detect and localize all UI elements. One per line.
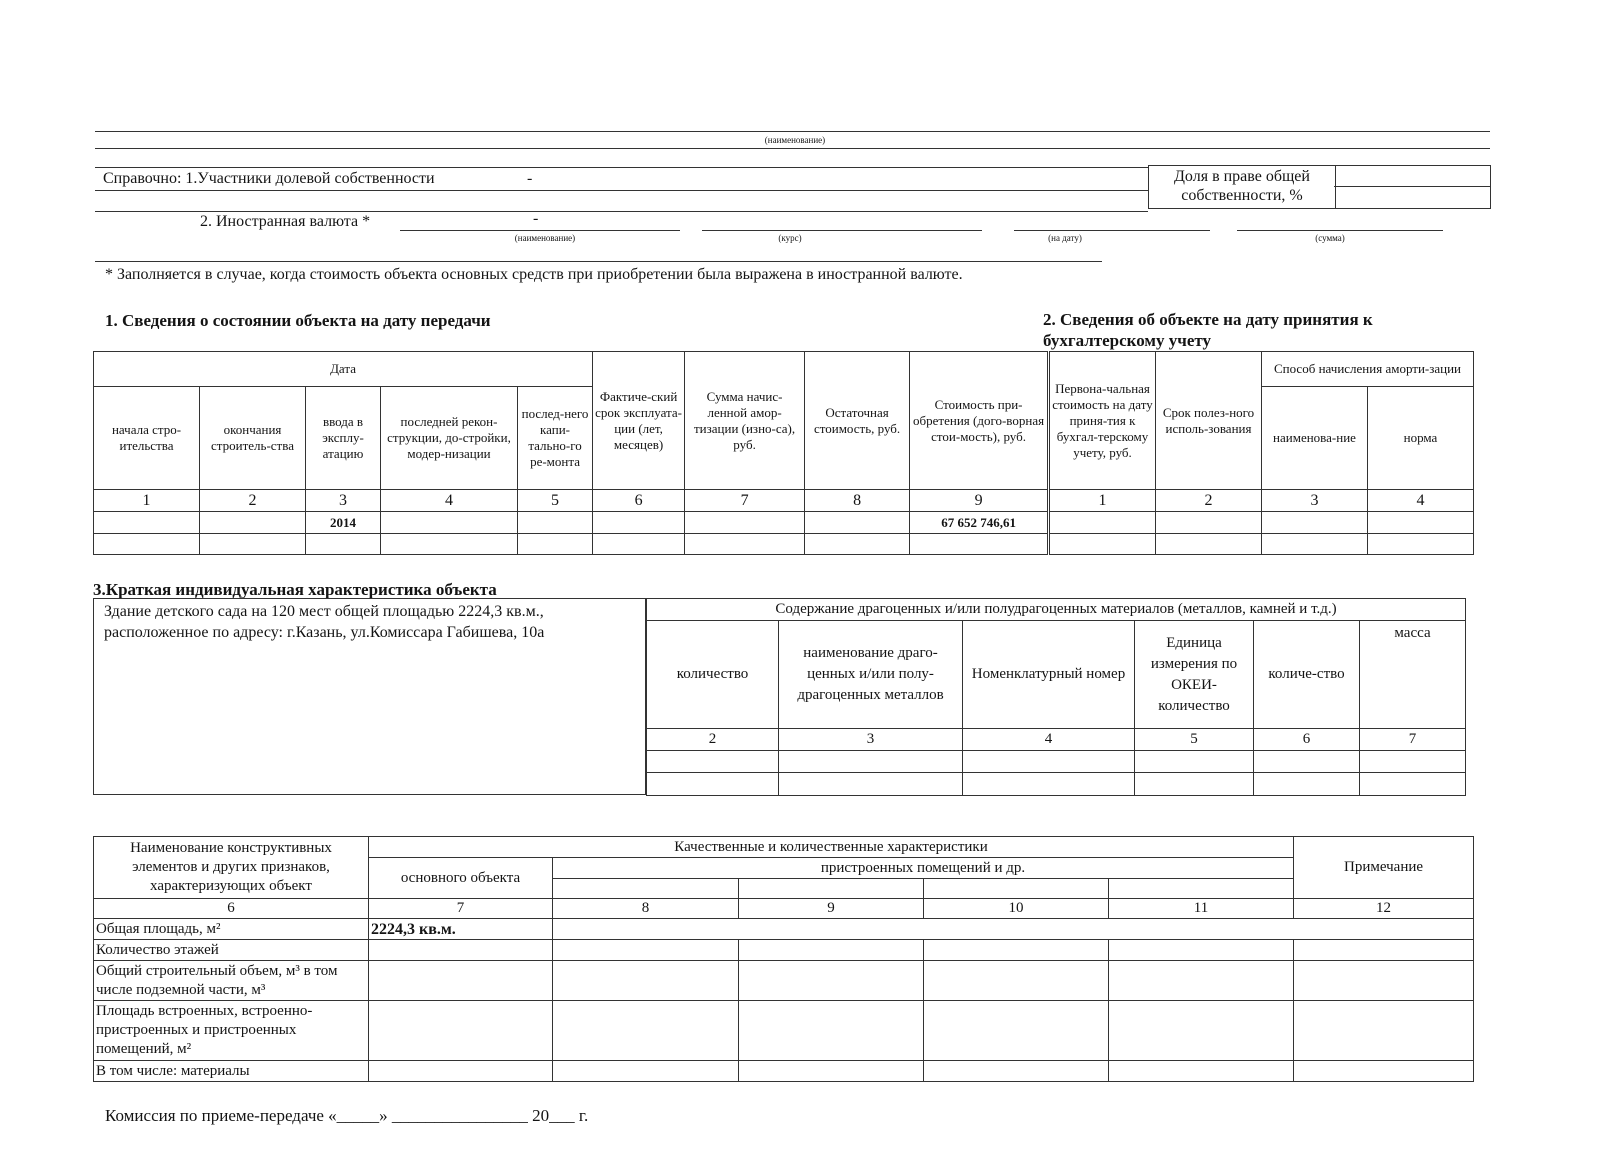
- empty-cell: [779, 751, 963, 773]
- empty-cell: [1262, 512, 1368, 534]
- col-number: 8: [553, 899, 739, 919]
- empty-cell: [553, 1061, 739, 1082]
- row-value-materials: [369, 1061, 553, 1082]
- construction-elements-table: [93, 836, 1474, 1082]
- section3-title: 3.Краткая индивидуальная характеристика объекта: [93, 580, 497, 599]
- share-value-divider: [1334, 186, 1490, 187]
- col-number: 6: [94, 899, 369, 919]
- section1-title: 1. Сведения о состоянии объекта на дату передачи: [105, 311, 491, 330]
- empty-cell: [1109, 879, 1294, 899]
- empty-cell: [1254, 751, 1360, 773]
- currency-line-rate: [702, 230, 982, 231]
- cell-construction-end: [200, 512, 306, 534]
- share-value-box: [1334, 165, 1491, 209]
- empty-cell: [1294, 940, 1474, 961]
- empty-cell: [553, 919, 1474, 940]
- empty-cell: [1109, 961, 1294, 1001]
- empty-cell: [924, 1001, 1109, 1061]
- empty-cell: [553, 940, 739, 961]
- empty-cell: [1050, 512, 1156, 534]
- header-construction-end: окончания строитель-ства: [200, 387, 306, 490]
- section2-table: [1049, 351, 1474, 555]
- empty-cell: [963, 773, 1135, 796]
- row-value-volume: [369, 961, 553, 1001]
- row-label-total-area: Общая площадь, м²: [94, 919, 369, 940]
- share-box: [1148, 165, 1336, 209]
- empty-cell: [1368, 512, 1474, 534]
- precious-col-quantity: количество: [647, 621, 779, 729]
- empty-cell: [518, 534, 593, 555]
- empty-cell: [1368, 534, 1474, 555]
- header-note: Примечание: [1294, 837, 1474, 899]
- row-value-builtin-area: [369, 1001, 553, 1061]
- share-label: Доля в праве общей собственности, %: [1174, 168, 1310, 204]
- cell-construction-start: [94, 512, 200, 534]
- col-number: 4: [963, 729, 1135, 751]
- col-number: 3: [306, 490, 381, 512]
- empty-cell: [553, 961, 739, 1001]
- cell-commissioning-year: 2014: [306, 512, 381, 534]
- empty-cell: [739, 1001, 924, 1061]
- footnote-separator: [95, 261, 1102, 262]
- col-number: 9: [910, 490, 1048, 512]
- col-number: 6: [593, 490, 685, 512]
- cell-service-life: [593, 512, 685, 534]
- col-number: 6: [1254, 729, 1360, 751]
- header-service-life: Фактиче-ский срок эксплуата-ции (лет, месяцев): [593, 352, 685, 490]
- empty-cell: [779, 773, 963, 796]
- empty-cell: [1135, 773, 1254, 796]
- cell-capital-repair: [518, 512, 593, 534]
- col-number: 3: [1262, 490, 1368, 512]
- row-label-floors: Количество этажей: [94, 940, 369, 961]
- col-number: 5: [1135, 729, 1254, 751]
- empty-cell: [739, 1061, 924, 1082]
- header-amortization-rate: норма: [1368, 387, 1474, 490]
- col-number: 1: [1050, 490, 1156, 512]
- empty-cell: [924, 1061, 1109, 1082]
- col-number: 2: [200, 490, 306, 512]
- currency-label: 2. Иностранная валюта *: [200, 213, 371, 230]
- header-initial-cost: Первона-чальная стоимость на дату приня-тия к бухгал-терскому учету, руб.: [1050, 352, 1156, 490]
- col-number: 10: [924, 899, 1109, 919]
- empty-cell: [553, 1001, 739, 1061]
- empty-cell: [685, 534, 805, 555]
- section1-table: [93, 351, 1048, 555]
- col-number: 12: [1294, 899, 1474, 919]
- object-description: Здание детского сада на 120 мест общей площадью 2224,3 кв.м., расположенное по адресу: г.Казань, ул.Комиссара Габишева, 10а: [104, 603, 545, 641]
- cell-acquisition-cost: 67 652 746,61: [910, 512, 1048, 534]
- empty-cell: [1135, 751, 1254, 773]
- col-number: 11: [1109, 899, 1294, 919]
- precious-header: Содержание драгоценных и/или полудрагоценных материалов (металлов, камней и т.д.): [647, 599, 1466, 621]
- cell-depreciation: [685, 512, 805, 534]
- currency-line-sum: [1237, 230, 1443, 231]
- empty-cell: [94, 534, 200, 555]
- cell-residual-value: [805, 512, 910, 534]
- currency-caption-name: (наименование): [514, 233, 576, 243]
- header-useful-life: Срок полез-ного исполь-зования: [1156, 352, 1262, 490]
- empty-cell: [200, 534, 306, 555]
- col-number: 4: [1368, 490, 1474, 512]
- precious-col-mass: масса: [1360, 621, 1466, 729]
- header-depreciation: Сумма начис-ленной амор-тизации (изно-са), руб.: [685, 352, 805, 490]
- empty-cell: [1156, 534, 1262, 555]
- empty-cell: [647, 751, 779, 773]
- header-elements: Наименование конструктивных элементов и других признаков, характеризующих объект: [94, 837, 369, 899]
- row-value-floors: [369, 940, 553, 961]
- empty-cell: [739, 940, 924, 961]
- section2-title: 2. Сведения об объекте на дату принятия к бухгалтерскому учету: [1043, 310, 1373, 350]
- name-line-top: [95, 131, 1490, 132]
- empty-cell: [1050, 534, 1156, 555]
- participants-value: -: [527, 170, 533, 187]
- col-number: 5: [518, 490, 593, 512]
- header-amortization-name: наименова-ние: [1262, 387, 1368, 490]
- name-caption: (наименование): [764, 135, 826, 145]
- header-main-object: основного объекта: [369, 858, 553, 899]
- col-number: 9: [739, 899, 924, 919]
- currency-caption-rate: (курс): [778, 233, 802, 243]
- empty-cell: [1109, 1001, 1294, 1061]
- currency-value: -: [533, 210, 539, 227]
- col-number: 7: [1360, 729, 1466, 751]
- col-number: 1: [94, 490, 200, 512]
- empty-cell: [647, 773, 779, 796]
- empty-cell: [1360, 751, 1466, 773]
- row-value-total-area: 2224,3 кв.м.: [369, 919, 553, 940]
- col-number: 4: [381, 490, 518, 512]
- date-header: Дата: [94, 352, 593, 387]
- col-number: 7: [685, 490, 805, 512]
- precious-col-metal-name: наименование драго-ценных и/или полу-драгоценных металлов: [779, 621, 963, 729]
- empty-cell: [963, 751, 1135, 773]
- precious-col-unit: Единица измерения по ОКЕИ-количество: [1135, 621, 1254, 729]
- header-quality: Качественные и количественные характеристики: [369, 837, 1294, 858]
- header-construction-start: начала стро-ительства: [94, 387, 200, 490]
- empty-cell: [1294, 1001, 1474, 1061]
- empty-cell: [739, 879, 924, 899]
- empty-cell: [1262, 534, 1368, 555]
- participants-underline: [95, 211, 1148, 212]
- empty-cell: [1360, 773, 1466, 796]
- empty-cell: [924, 940, 1109, 961]
- precious-materials-table: [646, 598, 1466, 796]
- header-commissioning: ввода в эксплу-атацию: [306, 387, 381, 490]
- currency-line-date: [1014, 230, 1210, 231]
- empty-cell: [593, 534, 685, 555]
- header-reconstruction: последней рекон-струкции, до-стройки, модер-низации: [381, 387, 518, 490]
- empty-cell: [739, 961, 924, 1001]
- cell-reconstruction: [381, 512, 518, 534]
- empty-cell: [306, 534, 381, 555]
- header-residual-value: Остаточная стоимость, руб.: [805, 352, 910, 490]
- header-attached-premises: пристроенных помещений и др.: [553, 858, 1294, 879]
- empty-cell: [1294, 961, 1474, 1001]
- row-label-volume: Общий строительный объем, м³ в том числе подземной части, м³: [94, 961, 369, 1001]
- commission-line: Комиссия по приеме-передаче «_____» ________________ 20___ г.: [105, 1106, 589, 1125]
- currency-line-name: [400, 230, 680, 231]
- object-description-box: [93, 598, 646, 795]
- header-amortization-method: Способ начисления аморти-зации: [1262, 352, 1474, 387]
- participants-label: Справочно: 1.Участники долевой собственности: [103, 170, 435, 187]
- empty-cell: [553, 879, 739, 899]
- col-number: 7: [369, 899, 553, 919]
- header-acquisition-cost: Стоимость при-обретения (дого-ворная стои-мость), руб.: [910, 352, 1048, 490]
- col-number: 3: [779, 729, 963, 751]
- participants-row: [95, 167, 1148, 191]
- header-capital-repair: послед-него капи-тально-го ре-монта: [518, 387, 593, 490]
- precious-col-count: количе-ство: [1254, 621, 1360, 729]
- footnote: * Заполняется в случае, когда стоимость объекта основных средств при приобретении была выражена в иностранной валюте.: [105, 266, 963, 283]
- row-label-builtin-area: Площадь встроенных, встроенно-пристроенных и пристроенных помещений, м²: [94, 1001, 369, 1061]
- empty-cell: [381, 534, 518, 555]
- empty-cell: [1156, 512, 1262, 534]
- empty-cell: [924, 961, 1109, 1001]
- currency-caption-date: (на дату): [1048, 233, 1082, 243]
- col-number: 2: [647, 729, 779, 751]
- col-number: 2: [1156, 490, 1262, 512]
- empty-cell: [924, 879, 1109, 899]
- empty-cell: [1109, 1061, 1294, 1082]
- row-label-materials: В том числе: материалы: [94, 1061, 369, 1082]
- empty-cell: [1294, 1061, 1474, 1082]
- empty-cell: [1254, 773, 1360, 796]
- currency-caption-sum: (сумма): [1315, 233, 1345, 243]
- precious-col-nomenclature: Номенклатурный номер: [963, 621, 1135, 729]
- empty-cell: [910, 534, 1048, 555]
- empty-cell: [805, 534, 910, 555]
- empty-cell: [1109, 940, 1294, 961]
- col-number: 8: [805, 490, 910, 512]
- name-line-bottom: [95, 148, 1490, 149]
